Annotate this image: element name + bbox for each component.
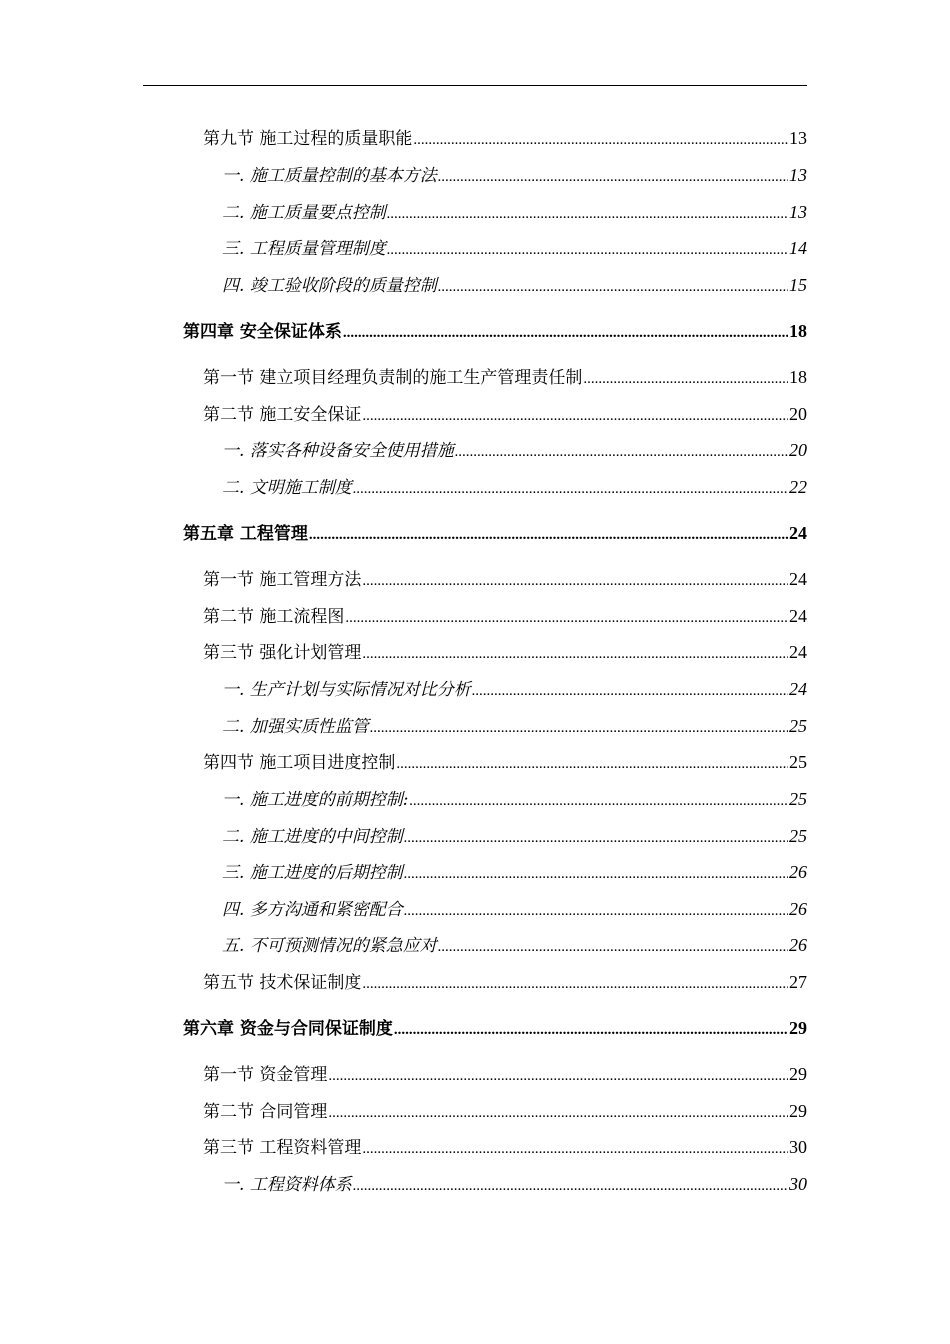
toc-entry[interactable] [222, 896, 807, 922]
toc-entry-page: 25 [789, 789, 807, 809]
toc-entry-page: 26 [789, 899, 807, 919]
dot-leader [472, 678, 788, 704]
toc-entry-title: 五. 不可预测情况的紧急应对 [222, 936, 437, 956]
toc-entry-page: 27 [789, 972, 807, 992]
toc-entry[interactable] [222, 713, 807, 739]
toc-chapter[interactable] [183, 520, 807, 546]
toc-entry-title: 第五节 技术保证制度 [203, 973, 362, 993]
dot-leader [353, 1173, 788, 1199]
toc-entry[interactable] [203, 364, 807, 390]
toc-entry-title: 一. 落实各种设备安全使用措施 [222, 441, 454, 461]
dot-leader [404, 825, 788, 851]
toc-entry-page: 22 [789, 477, 807, 497]
dot-leader [583, 366, 788, 392]
toc-entry-title: 第四节 施工项目进度控制 [203, 753, 396, 773]
dot-leader [362, 568, 788, 594]
toc-entry[interactable] [203, 603, 807, 629]
dot-leader [353, 476, 788, 502]
toc-entry[interactable] [222, 235, 807, 261]
toc-entry[interactable] [203, 1061, 807, 1087]
toc-entry-page: 15 [789, 275, 807, 295]
dot-leader [438, 934, 788, 960]
toc-entry-page: 13 [789, 202, 807, 222]
dot-leader [309, 522, 788, 548]
toc-entry[interactable] [203, 1098, 807, 1124]
toc-chapter[interactable] [183, 318, 807, 344]
toc-entry[interactable] [222, 437, 807, 463]
toc-entry-title: 二. 施工进度的中间控制 [222, 827, 403, 847]
toc-entry[interactable] [222, 474, 807, 500]
toc-entry-page: 13 [789, 165, 807, 185]
toc-entry-page: 24 [789, 679, 807, 699]
toc-entry-title: 三. 工程质量管理制度 [222, 239, 386, 259]
dot-leader [387, 201, 788, 227]
toc-entry[interactable] [203, 1134, 807, 1160]
toc-entry-title: 一. 工程资料体系 [222, 1175, 352, 1195]
toc-entry-page: 20 [789, 440, 807, 460]
toc-entry-page: 25 [789, 716, 807, 736]
toc-entry[interactable] [222, 859, 807, 885]
toc-entry[interactable] [203, 125, 807, 151]
toc-entry[interactable] [222, 786, 807, 812]
toc-entry-page: 26 [789, 862, 807, 882]
toc-entry-page: 25 [789, 826, 807, 846]
toc-entry[interactable] [222, 1171, 807, 1197]
toc-entry-title: 四. 多方沟通和紧密配合 [222, 900, 403, 920]
toc-entry[interactable] [203, 639, 807, 665]
toc-entry-page: 20 [789, 404, 807, 424]
dot-leader [394, 1017, 788, 1043]
dot-leader [396, 751, 788, 777]
toc-entry-page: 29 [789, 1018, 807, 1038]
toc-entry[interactable] [203, 749, 807, 775]
toc-entry-title: 第三节 工程资料管理 [203, 1138, 362, 1158]
toc-entry-title: 第一节 资金管理 [203, 1065, 328, 1085]
toc-entry[interactable] [222, 932, 807, 958]
toc-chapter[interactable] [183, 1015, 807, 1041]
dot-leader [404, 898, 788, 924]
toc-entry-title: 第五章 工程管理 [183, 524, 308, 544]
dot-leader [387, 237, 788, 263]
toc-entry-title: 二. 施工质量要点控制 [222, 203, 386, 223]
toc-entry-page: 18 [789, 367, 807, 387]
dot-leader [438, 274, 788, 300]
toc-entry-page: 18 [789, 321, 807, 341]
dot-leader [410, 788, 788, 814]
toc-entry-title: 一. 施工进度的前期控制: [222, 790, 409, 810]
toc-entry-page: 24 [789, 606, 807, 626]
toc-entry-title: 第九节 施工过程的质量职能 [203, 129, 413, 149]
toc-entry-page: 24 [789, 523, 807, 543]
dot-leader [413, 127, 788, 153]
dot-leader [455, 439, 788, 465]
toc-entry[interactable] [222, 162, 807, 188]
toc-entry-title: 第二节 合同管理 [203, 1102, 328, 1122]
toc-entry[interactable] [203, 566, 807, 592]
toc-entry-title: 二. 文明施工制度 [222, 478, 352, 498]
toc-entry[interactable] [222, 676, 807, 702]
toc-entry[interactable] [203, 401, 807, 427]
toc-entry-title: 三. 施工进度的后期控制 [222, 863, 403, 883]
dot-leader [328, 1063, 788, 1089]
toc-entry-page: 30 [789, 1137, 807, 1157]
dot-leader [343, 320, 788, 346]
header-rule [143, 85, 807, 86]
dot-leader [438, 164, 788, 190]
toc-entry[interactable] [222, 272, 807, 298]
dot-leader [404, 861, 788, 887]
toc-entry-title: 第四章 安全保证体系 [183, 322, 342, 342]
toc-entry[interactable] [222, 823, 807, 849]
toc-entry-title: 第二节 施工流程图 [203, 607, 345, 627]
toc-entry-page: 29 [789, 1101, 807, 1121]
toc-entry-page: 29 [789, 1064, 807, 1084]
dot-leader [362, 641, 788, 667]
toc-entry-page: 24 [789, 642, 807, 662]
dot-leader [362, 971, 788, 997]
toc-entry-page: 24 [789, 569, 807, 589]
dot-leader [370, 715, 788, 741]
toc-entry-title: 第三节 强化计划管理 [203, 643, 362, 663]
toc-entry-title: 一. 生产计划与实际情况对比分析 [222, 680, 471, 700]
toc-entry-page: 25 [789, 752, 807, 772]
toc-entry-title: 二. 加强实质性监管 [222, 717, 369, 737]
toc-entry-title: 一. 施工质量控制的基本方法 [222, 166, 437, 186]
toc-entry[interactable] [203, 969, 807, 995]
toc-entry-page: 14 [789, 238, 807, 258]
dot-leader [362, 403, 788, 429]
toc-entry-title: 第一节 建立项目经理负责制的施工生产管理责任制 [203, 368, 583, 388]
toc-entry-title: 四. 竣工验收阶段的质量控制 [222, 276, 437, 296]
toc-entry-title: 第六章 资金与合同保证制度 [183, 1019, 393, 1039]
dot-leader [345, 605, 788, 631]
dot-leader [328, 1100, 788, 1126]
dot-leader [362, 1136, 788, 1162]
toc-entry-page: 13 [789, 128, 807, 148]
toc-entry-title: 第二节 施工安全保证 [203, 405, 362, 425]
toc-entry-page: 26 [789, 935, 807, 955]
toc-entry-page: 30 [789, 1174, 807, 1194]
toc-entry[interactable] [222, 199, 807, 225]
toc-entry-title: 第一节 施工管理方法 [203, 570, 362, 590]
